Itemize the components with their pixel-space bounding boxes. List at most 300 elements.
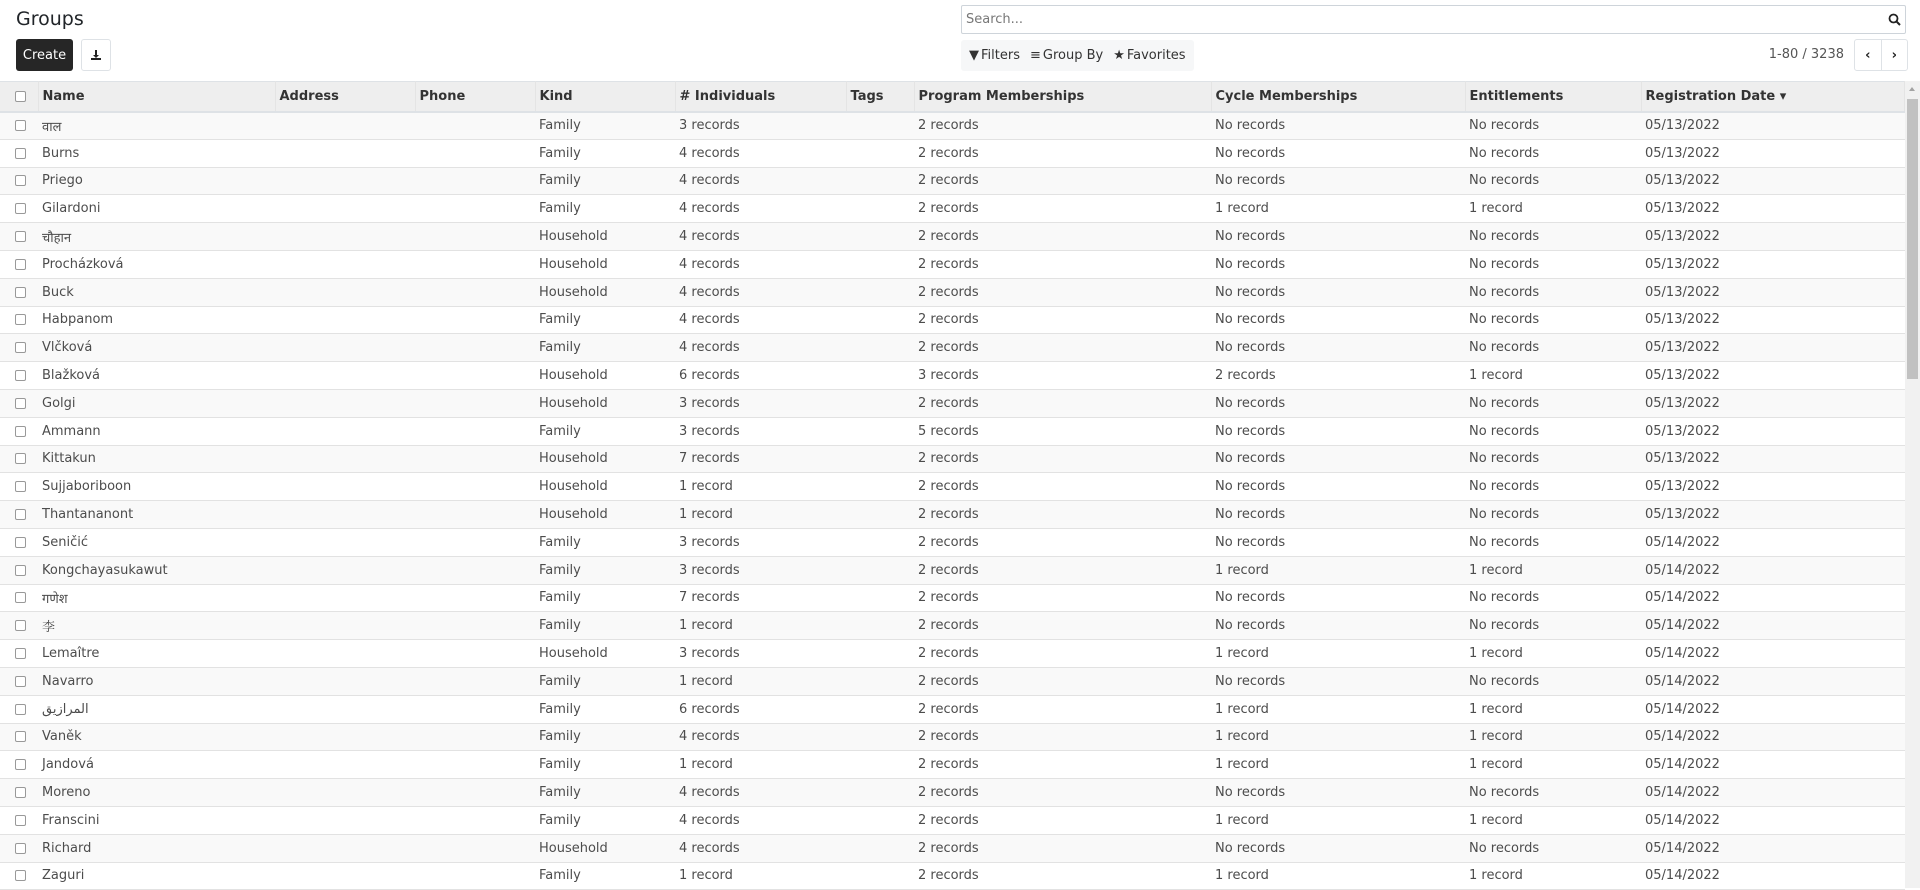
table-row[interactable] (0, 334, 1905, 362)
cell-address (275, 667, 415, 695)
cell-entitlements: No records (1465, 223, 1641, 251)
table-row[interactable] (0, 779, 1905, 807)
cell-entitlements: 1 record (1465, 695, 1641, 723)
row-checkbox[interactable] (0, 278, 38, 306)
cell-address (275, 112, 415, 140)
cell-phone (415, 528, 535, 556)
cell-tags (846, 195, 914, 223)
chevron-right-icon: › (1891, 47, 1897, 63)
table-row[interactable] (0, 667, 1905, 695)
cell-phone (415, 862, 535, 890)
cell-address (275, 223, 415, 251)
cell-address (275, 584, 415, 612)
cell-name: Golgi (38, 389, 275, 417)
cell-tags (846, 695, 914, 723)
cell-address (275, 806, 415, 834)
cell-phone (415, 445, 535, 473)
cell-individuals: 3 records (675, 112, 846, 140)
column-header-name[interactable]: Name (38, 82, 275, 112)
cell-phone (415, 806, 535, 834)
row-checkbox[interactable] (0, 528, 38, 556)
cell-cycle-memberships: No records (1211, 612, 1465, 640)
cell-phone (415, 473, 535, 501)
cell-cycle-memberships: No records (1211, 779, 1465, 807)
cell-individuals: 7 records (675, 445, 846, 473)
cell-individuals: 4 records (675, 306, 846, 334)
cell-entitlements: No records (1465, 501, 1641, 529)
cell-entitlements: 1 record (1465, 723, 1641, 751)
cell-cycle-memberships: No records (1211, 250, 1465, 278)
row-checkbox[interactable] (0, 417, 38, 445)
cell-kind: Family (535, 612, 675, 640)
cell-tags (846, 445, 914, 473)
search-icon[interactable] (1888, 13, 1901, 26)
cell-kind: Family (535, 139, 675, 167)
row-checkbox[interactable] (0, 473, 38, 501)
cell-entitlements: No records (1465, 834, 1641, 862)
cell-phone (415, 167, 535, 195)
cell-cycle-memberships: No records (1211, 112, 1465, 140)
column-header-individuals[interactable]: # Individuals (675, 82, 846, 112)
row-checkbox[interactable] (0, 612, 38, 640)
cell-registration-date: 05/14/2022 (1641, 779, 1905, 807)
cell-tags (846, 167, 914, 195)
cell-phone (415, 695, 535, 723)
cell-entitlements: No records (1465, 445, 1641, 473)
cell-entitlements: No records (1465, 389, 1641, 417)
download-icon (90, 49, 102, 61)
cell-individuals: 4 records (675, 195, 846, 223)
cell-entitlements: No records (1465, 584, 1641, 612)
cell-kind: Family (535, 779, 675, 807)
cell-program-memberships: 2 records (914, 834, 1211, 862)
cell-program-memberships: 2 records (914, 389, 1211, 417)
cell-tags (846, 139, 914, 167)
cell-entitlements: 1 record (1465, 195, 1641, 223)
groups-table (0, 81, 1905, 890)
table-row[interactable] (0, 250, 1905, 278)
cell-individuals: 6 records (675, 695, 846, 723)
row-checkbox[interactable] (0, 501, 38, 529)
cell-cycle-memberships: No records (1211, 306, 1465, 334)
cell-name: Lemaître (38, 640, 275, 668)
cell-program-memberships: 2 records (914, 751, 1211, 779)
cell-kind: Family (535, 417, 675, 445)
cell-tags (846, 584, 914, 612)
cell-individuals: 3 records (675, 528, 846, 556)
column-header-registration-date[interactable]: Registration Date ▾ (1641, 82, 1905, 112)
cell-kind: Family (535, 528, 675, 556)
cell-cycle-memberships: No records (1211, 473, 1465, 501)
cell-kind: Household (535, 473, 675, 501)
table-row[interactable] (0, 751, 1905, 779)
row-checkbox[interactable] (0, 112, 38, 140)
cell-address (275, 250, 415, 278)
column-header-tags[interactable]: Tags (846, 82, 914, 112)
table-row[interactable] (0, 556, 1905, 584)
cell-program-memberships: 2 records (914, 195, 1211, 223)
row-checkbox[interactable] (0, 389, 38, 417)
row-checkbox[interactable] (0, 223, 38, 251)
cell-entitlements: No records (1465, 334, 1641, 362)
cell-tags (846, 250, 914, 278)
cell-individuals: 1 record (675, 751, 846, 779)
cell-individuals: 3 records (675, 640, 846, 668)
cell-name: Buck (38, 278, 275, 306)
cell-kind: Household (535, 362, 675, 390)
row-checkbox[interactable] (0, 640, 38, 668)
cell-address (275, 417, 415, 445)
row-checkbox[interactable] (0, 584, 38, 612)
row-checkbox[interactable] (0, 334, 38, 362)
cell-name: Kittakun (38, 445, 275, 473)
cell-registration-date: 05/14/2022 (1641, 695, 1905, 723)
cell-entitlements: No records (1465, 473, 1641, 501)
cell-individuals: 3 records (675, 389, 846, 417)
cell-name: Gilardoni (38, 195, 275, 223)
cell-kind: Family (535, 723, 675, 751)
cell-program-memberships: 2 records (914, 501, 1211, 529)
cell-kind: Household (535, 223, 675, 251)
cell-registration-date: 05/13/2022 (1641, 389, 1905, 417)
cell-name: वाल (38, 112, 275, 140)
cell-name: Procházková (38, 250, 275, 278)
cell-address (275, 278, 415, 306)
cell-registration-date: 05/14/2022 (1641, 862, 1905, 890)
cell-registration-date: 05/13/2022 (1641, 501, 1905, 529)
table-row[interactable] (0, 834, 1905, 862)
cell-phone (415, 779, 535, 807)
cell-cycle-memberships: No records (1211, 445, 1465, 473)
cell-tags (846, 362, 914, 390)
row-checkbox[interactable] (0, 195, 38, 223)
table-row[interactable] (0, 167, 1905, 195)
create-button[interactable]: Create (16, 39, 73, 71)
row-checkbox[interactable] (0, 806, 38, 834)
row-checkbox[interactable] (0, 695, 38, 723)
cell-individuals: 1 record (675, 612, 846, 640)
pager-value[interactable]: 1-80 / 3238 (1768, 47, 1844, 62)
cell-name: Habpanom (38, 306, 275, 334)
cell-program-memberships: 2 records (914, 223, 1211, 251)
cell-entitlements: No records (1465, 139, 1641, 167)
table-row[interactable] (0, 306, 1905, 334)
cell-name: Ammann (38, 417, 275, 445)
cell-name: गणेश (38, 584, 275, 612)
search-options (961, 40, 1194, 71)
cell-tags (846, 334, 914, 362)
row-checkbox[interactable] (0, 751, 38, 779)
table-row[interactable] (0, 473, 1905, 501)
cell-entitlements: No records (1465, 779, 1641, 807)
row-checkbox[interactable] (0, 362, 38, 390)
cell-name: Thantananont (38, 501, 275, 529)
cell-address (275, 167, 415, 195)
cell-name: Priego (38, 167, 275, 195)
table-row[interactable] (0, 640, 1905, 668)
cell-registration-date: 05/13/2022 (1641, 334, 1905, 362)
cell-address (275, 862, 415, 890)
cell-kind: Family (535, 584, 675, 612)
table-row[interactable] (0, 806, 1905, 834)
pager-buttons (1854, 39, 1908, 71)
column-header-address[interactable]: Address (275, 82, 415, 112)
column-header-kind[interactable]: Kind (535, 82, 675, 112)
column-header-phone[interactable]: Phone (415, 82, 535, 112)
cell-entitlements: No records (1465, 306, 1641, 334)
cell-cycle-memberships: No records (1211, 834, 1465, 862)
cell-cycle-memberships: No records (1211, 167, 1465, 195)
cell-tags (846, 278, 914, 306)
row-checkbox[interactable] (0, 306, 38, 334)
cell-tags (846, 556, 914, 584)
search-input[interactable] (966, 12, 1888, 27)
row-checkbox[interactable] (0, 667, 38, 695)
table-row[interactable] (0, 278, 1905, 306)
table-row[interactable] (0, 223, 1905, 251)
cell-address (275, 556, 415, 584)
row-checkbox[interactable] (0, 250, 38, 278)
cell-tags (846, 723, 914, 751)
cell-program-memberships: 2 records (914, 695, 1211, 723)
cell-phone (415, 362, 535, 390)
table-row[interactable] (0, 695, 1905, 723)
cell-kind: Family (535, 112, 675, 140)
scroll-up-icon[interactable] (1909, 87, 1915, 91)
table-row[interactable] (0, 139, 1905, 167)
cell-name: Jandová (38, 751, 275, 779)
cell-registration-date: 05/14/2022 (1641, 723, 1905, 751)
cell-individuals: 3 records (675, 556, 846, 584)
cell-kind: Household (535, 834, 675, 862)
cell-registration-date: 05/13/2022 (1641, 250, 1905, 278)
cell-kind: Family (535, 306, 675, 334)
cell-program-memberships: 2 records (914, 250, 1211, 278)
cell-name: Franscini (38, 806, 275, 834)
table-row[interactable] (0, 195, 1905, 223)
cell-program-memberships: 2 records (914, 334, 1211, 362)
table-row[interactable] (0, 501, 1905, 529)
cell-address (275, 640, 415, 668)
cell-address (275, 306, 415, 334)
next-page-button[interactable] (1882, 40, 1908, 70)
cell-kind: Family (535, 751, 675, 779)
chevron-left-icon: ‹ (1865, 47, 1871, 63)
cell-name: Vaněk (38, 723, 275, 751)
column-header-cycle-memberships[interactable]: Cycle Memberships (1211, 82, 1465, 112)
table-row[interactable] (0, 862, 1905, 890)
cell-kind: Family (535, 334, 675, 362)
table-row[interactable] (0, 417, 1905, 445)
cell-name: Burns (38, 139, 275, 167)
row-checkbox[interactable] (0, 834, 38, 862)
cell-cycle-memberships: No records (1211, 501, 1465, 529)
cell-cycle-memberships: 1 record (1211, 806, 1465, 834)
cell-individuals: 1 record (675, 473, 846, 501)
cell-program-memberships: 2 records (914, 723, 1211, 751)
cell-registration-date: 05/13/2022 (1641, 195, 1905, 223)
row-checkbox[interactable] (0, 139, 38, 167)
cell-phone (415, 612, 535, 640)
cell-address (275, 389, 415, 417)
row-checkbox[interactable] (0, 779, 38, 807)
cell-address (275, 445, 415, 473)
row-checkbox[interactable] (0, 445, 38, 473)
cell-individuals: 6 records (675, 362, 846, 390)
cell-cycle-memberships: 1 record (1211, 723, 1465, 751)
cell-tags (846, 223, 914, 251)
group-by-button[interactable]: ≡ Group By (1029, 48, 1104, 63)
cell-entitlements: 1 record (1465, 640, 1641, 668)
cell-tags (846, 834, 914, 862)
cell-tags (846, 612, 914, 640)
cell-kind: Household (535, 389, 675, 417)
table-row[interactable] (0, 389, 1905, 417)
cell-phone (415, 834, 535, 862)
cell-cycle-memberships: 1 record (1211, 751, 1465, 779)
cell-kind: Household (535, 640, 675, 668)
cell-cycle-memberships: 1 record (1211, 862, 1465, 890)
cell-registration-date: 05/14/2022 (1641, 667, 1905, 695)
cell-address (275, 501, 415, 529)
table-row[interactable] (0, 584, 1905, 612)
table-row[interactable] (0, 723, 1905, 751)
search-bar[interactable] (961, 5, 1906, 34)
cell-program-memberships: 2 records (914, 862, 1211, 890)
column-header-entitlements[interactable]: Entitlements (1465, 82, 1641, 112)
cell-tags (846, 389, 914, 417)
cell-tags (846, 528, 914, 556)
column-header-program-memberships[interactable]: Program Memberships (914, 82, 1211, 112)
table-row[interactable] (0, 362, 1905, 390)
cell-registration-date: 05/14/2022 (1641, 556, 1905, 584)
filters-button[interactable]: ▼ Filters (969, 48, 1020, 63)
cell-individuals: 4 records (675, 278, 846, 306)
table-header (0, 82, 1905, 112)
cell-program-memberships: 2 records (914, 612, 1211, 640)
scrollbar[interactable] (1905, 81, 1920, 888)
cell-registration-date: 05/14/2022 (1641, 640, 1905, 668)
cell-address (275, 362, 415, 390)
cell-address (275, 612, 415, 640)
cell-program-memberships: 2 records (914, 806, 1211, 834)
cell-program-memberships: 2 records (914, 306, 1211, 334)
cell-kind: Family (535, 667, 675, 695)
cell-address (275, 528, 415, 556)
cell-phone (415, 723, 535, 751)
cell-address (275, 834, 415, 862)
cell-phone (415, 640, 535, 668)
table-row[interactable] (0, 445, 1905, 473)
select-all-checkbox[interactable] (0, 82, 38, 112)
cell-individuals: 7 records (675, 584, 846, 612)
cell-registration-date: 05/14/2022 (1641, 528, 1905, 556)
cell-cycle-memberships: 2 records (1211, 362, 1465, 390)
cell-individuals: 4 records (675, 223, 846, 251)
cell-entitlements: 1 record (1465, 862, 1641, 890)
row-checkbox[interactable] (0, 862, 38, 890)
cell-name: Kongchayasukawut (38, 556, 275, 584)
cell-name: Richard (38, 834, 275, 862)
cell-address (275, 334, 415, 362)
cell-registration-date: 05/14/2022 (1641, 834, 1905, 862)
cell-kind: Family (535, 806, 675, 834)
cell-individuals: 1 record (675, 862, 846, 890)
cell-registration-date: 05/14/2022 (1641, 751, 1905, 779)
cell-kind: Family (535, 695, 675, 723)
cell-cycle-memberships: No records (1211, 667, 1465, 695)
scrollbar-thumb[interactable] (1907, 99, 1918, 379)
cell-registration-date: 05/13/2022 (1641, 417, 1905, 445)
cell-program-memberships: 2 records (914, 278, 1211, 306)
cell-cycle-memberships: No records (1211, 334, 1465, 362)
cell-registration-date: 05/13/2022 (1641, 223, 1905, 251)
cell-individuals: 4 records (675, 139, 846, 167)
cell-tags (846, 640, 914, 668)
star-icon: ★ (1113, 48, 1125, 63)
cell-address (275, 779, 415, 807)
cell-entitlements: 1 record (1465, 362, 1641, 390)
row-checkbox[interactable] (0, 167, 38, 195)
cell-phone (415, 389, 535, 417)
favorites-button[interactable]: ★ Favorites (1113, 48, 1186, 63)
cell-kind: Household (535, 250, 675, 278)
cell-entitlements: No records (1465, 250, 1641, 278)
cell-name: चौहान (38, 223, 275, 251)
cell-name: Sujjaboriboon (38, 473, 275, 501)
cell-name: Navarro (38, 667, 275, 695)
cell-program-memberships: 5 records (914, 417, 1211, 445)
cell-phone (415, 223, 535, 251)
cell-phone (415, 667, 535, 695)
row-checkbox[interactable] (0, 723, 38, 751)
cell-kind: Household (535, 445, 675, 473)
cell-phone (415, 417, 535, 445)
download-button[interactable] (81, 39, 111, 71)
cell-program-memberships: 2 records (914, 640, 1211, 668)
cell-kind: Household (535, 278, 675, 306)
cell-cycle-memberships: No records (1211, 584, 1465, 612)
cell-kind: Household (535, 501, 675, 529)
cell-cycle-memberships: No records (1211, 278, 1465, 306)
cell-kind: Family (535, 862, 675, 890)
table-row[interactable] (0, 528, 1905, 556)
cell-registration-date: 05/14/2022 (1641, 584, 1905, 612)
cell-individuals: 4 records (675, 167, 846, 195)
row-checkbox[interactable] (0, 556, 38, 584)
cell-tags (846, 112, 914, 140)
sort-descending-icon: ▾ (1775, 88, 1787, 104)
cell-name: Moreno (38, 779, 275, 807)
cell-program-memberships: 2 records (914, 779, 1211, 807)
cell-entitlements: No records (1465, 112, 1641, 140)
cell-tags (846, 417, 914, 445)
cell-phone (415, 306, 535, 334)
cell-tags (846, 806, 914, 834)
cell-address (275, 195, 415, 223)
cell-registration-date: 05/14/2022 (1641, 612, 1905, 640)
cell-individuals: 4 records (675, 834, 846, 862)
cell-registration-date: 05/13/2022 (1641, 445, 1905, 473)
cell-individuals: 3 records (675, 417, 846, 445)
table-row[interactable] (0, 112, 1905, 140)
cell-entitlements: No records (1465, 528, 1641, 556)
cell-phone (415, 195, 535, 223)
table-row[interactable] (0, 612, 1905, 640)
cell-individuals: 1 record (675, 667, 846, 695)
cell-cycle-memberships: 1 record (1211, 195, 1465, 223)
previous-page-button[interactable] (1855, 40, 1882, 70)
